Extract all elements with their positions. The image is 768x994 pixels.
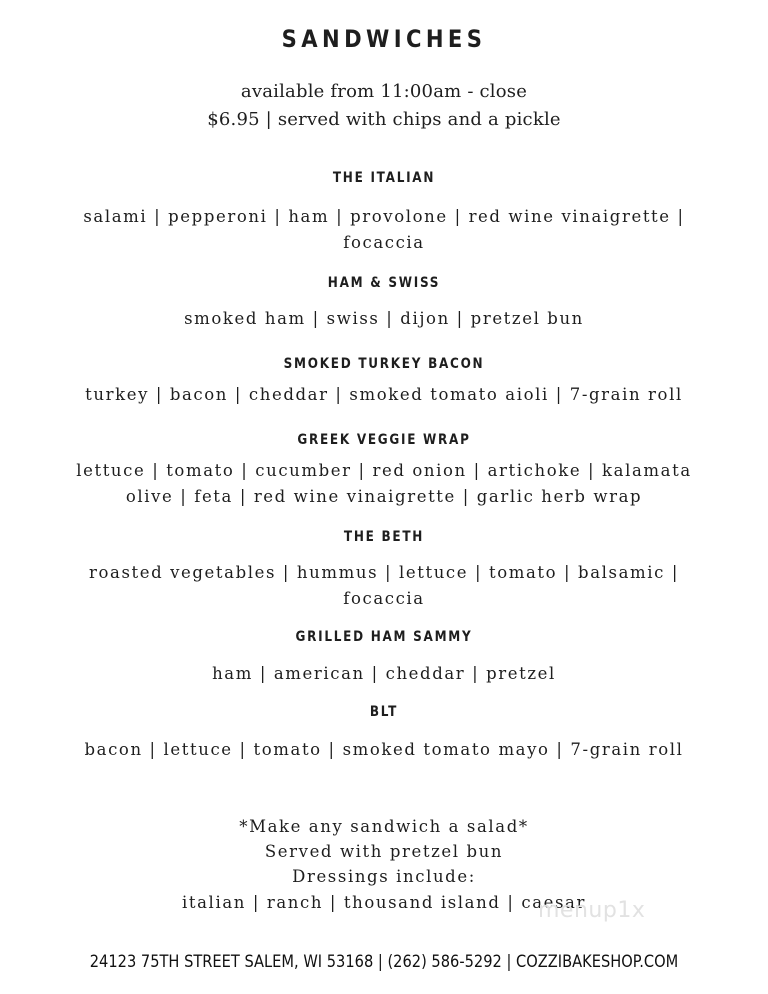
menu-item-name: GRILLED HAM SAMMY xyxy=(295,629,473,645)
menu-item-description: ham | american | cheddar | pretzel xyxy=(212,664,556,683)
menu-item-name: THE ITALIAN xyxy=(332,170,436,186)
salad-note-line: Served with pretzel bun xyxy=(264,842,504,861)
menu-item-description: lettuce | tomato | cucumber | red onion | artichoke | kalamata olive | feta | red wine vinaigrette | garlic herb wrap xyxy=(76,461,692,506)
page-title: SANDWICHES xyxy=(281,25,487,53)
pricing-text: $6.95 | served with chips and a pickle xyxy=(207,109,561,130)
salad-note-line: Dressings include: xyxy=(292,867,476,886)
salad-note-line: italian | ranch | thousand island | caesar xyxy=(182,893,586,912)
menu-item-name: THE BETH xyxy=(343,529,425,545)
watermark-logo: menup1x xyxy=(538,898,646,923)
menu-item-name: HAM & SWISS xyxy=(327,275,441,291)
menu-item-description: bacon | lettuce | tomato | smoked tomato mayo | 7-grain roll xyxy=(84,740,684,759)
salad-note-line: *Make any sandwich a salad* xyxy=(239,817,529,836)
menu-item-name: SMOKED TURKEY BACON xyxy=(283,356,485,372)
menu-item-description: smoked ham | swiss | dijon | pretzel bun xyxy=(184,309,584,328)
menu-item-name: BLT xyxy=(369,704,399,720)
menu-item-description: salami | pepperoni | ham | provolone | red wine vinaigrette | focaccia xyxy=(83,207,685,252)
menu-item-description: turkey | bacon | cheddar | smoked tomato aioli | 7-grain roll xyxy=(85,385,683,404)
footer-contact: 24123 75TH STREET SALEM, WI 53168 | (262) 586-5292 | COZZIBAKESHOP.COM xyxy=(89,952,679,972)
availability-text: available from 11:00am - close xyxy=(240,81,528,102)
menu-item-name: GREEK VEGGIE WRAP xyxy=(297,432,471,448)
menu-item-description: roasted vegetables | hummus | lettuce | tomato | balsamic | focaccia xyxy=(88,563,679,608)
